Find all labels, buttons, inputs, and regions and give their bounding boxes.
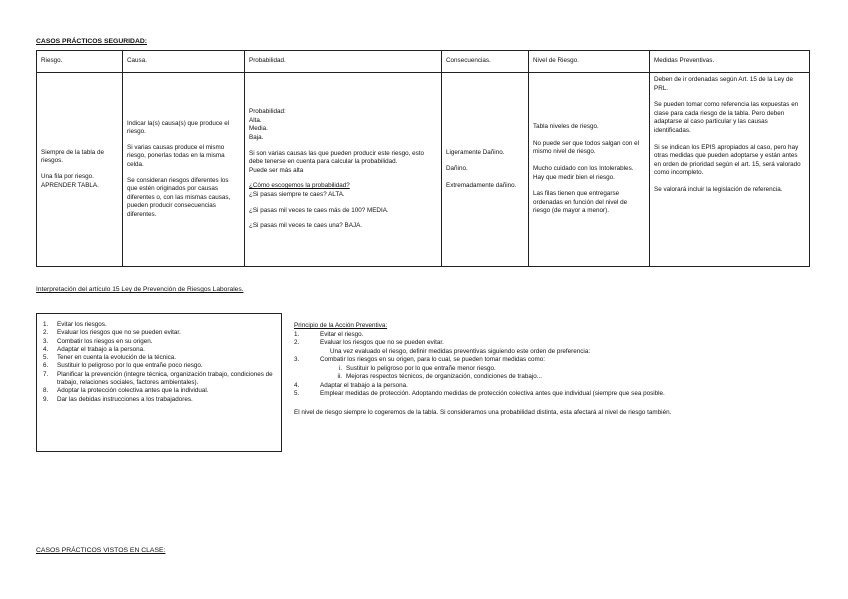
nivel-note: El nivel de riesgo siempre lo cogeremos de la tabla. Si consideramos una probabilidad distinta, esta afectará al nivel de riesgo también.: [294, 408, 672, 416]
risk-table: [36, 50, 810, 267]
riesgo-text-1: Siempre de la tabla de riesgos.: [41, 148, 105, 165]
cons-2: Dañino.: [446, 165, 468, 173]
header-medidas: Medidas Preventivas.: [650, 51, 810, 73]
cell-medidas: [650, 73, 810, 267]
cons-3: Extremadamente dañino.: [446, 181, 517, 189]
principles-list: [43, 321, 277, 404]
list-item: 2. Evaluar los riesgos que no se pueden evitar.: [294, 339, 444, 346]
preventive-action-title: Principio de la Acción Preventiva:: [294, 322, 388, 329]
medidas-4: Se valorará incluir la legislación de referencia.: [654, 185, 783, 193]
header-riesgo: Riesgo.: [37, 51, 123, 73]
header-consecuencias: Consecuencias.: [442, 51, 529, 73]
prob-q3: ¿Si pasas mil veces te caes una? BAJA.: [249, 222, 363, 230]
nivel-1: Tabla niveles de riesgo.: [533, 123, 599, 131]
cell-causa: [123, 73, 245, 267]
list-item: 5. Emplear medidas de protección. Adoptando medidas de protección colectiva antes que individual (siempre que sea posible.: [294, 390, 665, 397]
list-item: 4. Adaptar el trabajo a la persona.: [43, 345, 145, 353]
nivel-4: Las filas tienen que entregarse ordenadas en función del nivel de riesgo (de mayor a menor).: [533, 190, 628, 215]
table-row: [37, 73, 810, 267]
header-causa: Causa.: [123, 51, 245, 73]
medidas-1: Deben de ir ordenadas según Art. 15 de la Ley de PRL.: [654, 76, 793, 92]
prob-baja: Baja.: [249, 134, 264, 142]
causa-text-1: Indicar la(s) causa(s) que produce el riesgo.: [127, 119, 230, 136]
list-item: 9. Dar las debidas instrucciones a los trabajadores.: [43, 395, 193, 403]
prob-media: Media.: [249, 125, 268, 133]
prob-q1: ¿Si pasas siempre te caes? ALTA.: [249, 190, 345, 198]
list-item: 4. Adaptar el trabajo a la persona.: [294, 381, 408, 389]
prob-q2: ¿Si pasas mil veces te caes más de 100? MEDIA.: [249, 206, 389, 214]
prob-note2: Puede ser más alta: [249, 166, 304, 174]
list-subitem: Una vez evaluado el riesgo, definir medidas preventivas siguiendo este orden de preferencia:: [330, 347, 591, 355]
list-item: 1. Evitar el riesgo.: [294, 330, 364, 338]
list-item: 2. Evaluar los riesgos que no se pueden evitar.: [43, 329, 181, 337]
cell-probabilidad: [245, 73, 442, 267]
prob-alta: Alta.: [249, 116, 262, 124]
header-nivel: Nivel de Riesgo.: [529, 51, 650, 73]
prob-intro: Probabilidad:: [249, 108, 286, 116]
principles-box: [36, 313, 282, 452]
causa-text-3: Se consideran riesgos diferentes los que estén originados por causas diferentes o, con las mismas causas, pueden producir consecuencias diferentes.: [127, 176, 231, 218]
prob-note: Si son varias causas las que pueden producir este riesgo, esto debe tenerse en cuenta para calcular la probabilidad.: [249, 149, 425, 166]
medidas-3: Si se indican los EPIS apropiados al caso, pero hay otras medidas que pueden adoptarse y están antes en orden de prioridad según el art. 15, será valorado como incompleto.: [654, 143, 801, 177]
list-subitem: i. Sustituir lo peligroso por lo que entrañe menor riesgo.: [338, 364, 496, 372]
section-title-casos-clase: CASOS PRÁCTICOS VISTOS EN CLASE:: [36, 547, 166, 554]
list-item: 3. Combatir los riesgos en su origen.: [43, 337, 153, 345]
interpretation-title: Interpretación del artículo 15 Ley de Prevención de Riesgos Laborales.: [36, 286, 244, 293]
list-item: 1. Evitar los riesgos.: [43, 321, 107, 328]
cell-riesgo: [37, 73, 123, 267]
causa-text-2: Si varias causas produce el mismo riesgo, ponerlas todas en la misma celda.: [127, 143, 225, 168]
nivel-3: Mucho cuidado con los Intolerables. Hay que medir bien el riesgo.: [533, 164, 634, 181]
riesgo-text-2: Una fila por riesgo. APRENDER TABLA.: [41, 173, 99, 189]
cons-1: Ligeramente Dañino.: [446, 148, 505, 156]
preventive-action-section: [294, 322, 804, 417]
cell-consecuencias: [442, 73, 529, 267]
page-title: CASOS PRÁCTICOS SEGURIDAD:: [36, 38, 148, 45]
list-item: 8. Adoptar la protección colectiva antes que la individual.: [43, 387, 209, 395]
table-header-row: [37, 51, 810, 73]
nivel-2: No puede ser que todos salgan con el mismo nivel de riesgo.: [533, 139, 640, 156]
header-probabilidad: Probabilidad.: [245, 51, 442, 73]
list-item: 7. Planificar la prevención (integre técnica, organización trabajo, condiciones de trabajo, relaciones sociales, factores ambientales).: [43, 370, 273, 387]
list-item: 3. Combatir los riesgos en su origen, para lo cual, se pueden tomar medidas como:: [294, 356, 546, 363]
list-subitem: ii. Mejoras respectos técnicos, de organización, condiciones de trabajo...: [337, 373, 543, 380]
list-item: 5. Tener en cuenta la evolución de la técnica.: [43, 354, 177, 362]
list-item: 6. Sustituir lo peligroso por lo que entrañe poco riesgo.: [43, 362, 203, 370]
cell-nivel: [529, 73, 650, 267]
prob-question-title: ¿Cómo escogemos la probabilidad?: [249, 182, 350, 190]
medidas-2: Se pueden tomar como referencia las expuestas en clase para cada riesgo de la tabla. Pero deben adaptarse al caso particular y las causas identificadas.: [654, 101, 799, 134]
